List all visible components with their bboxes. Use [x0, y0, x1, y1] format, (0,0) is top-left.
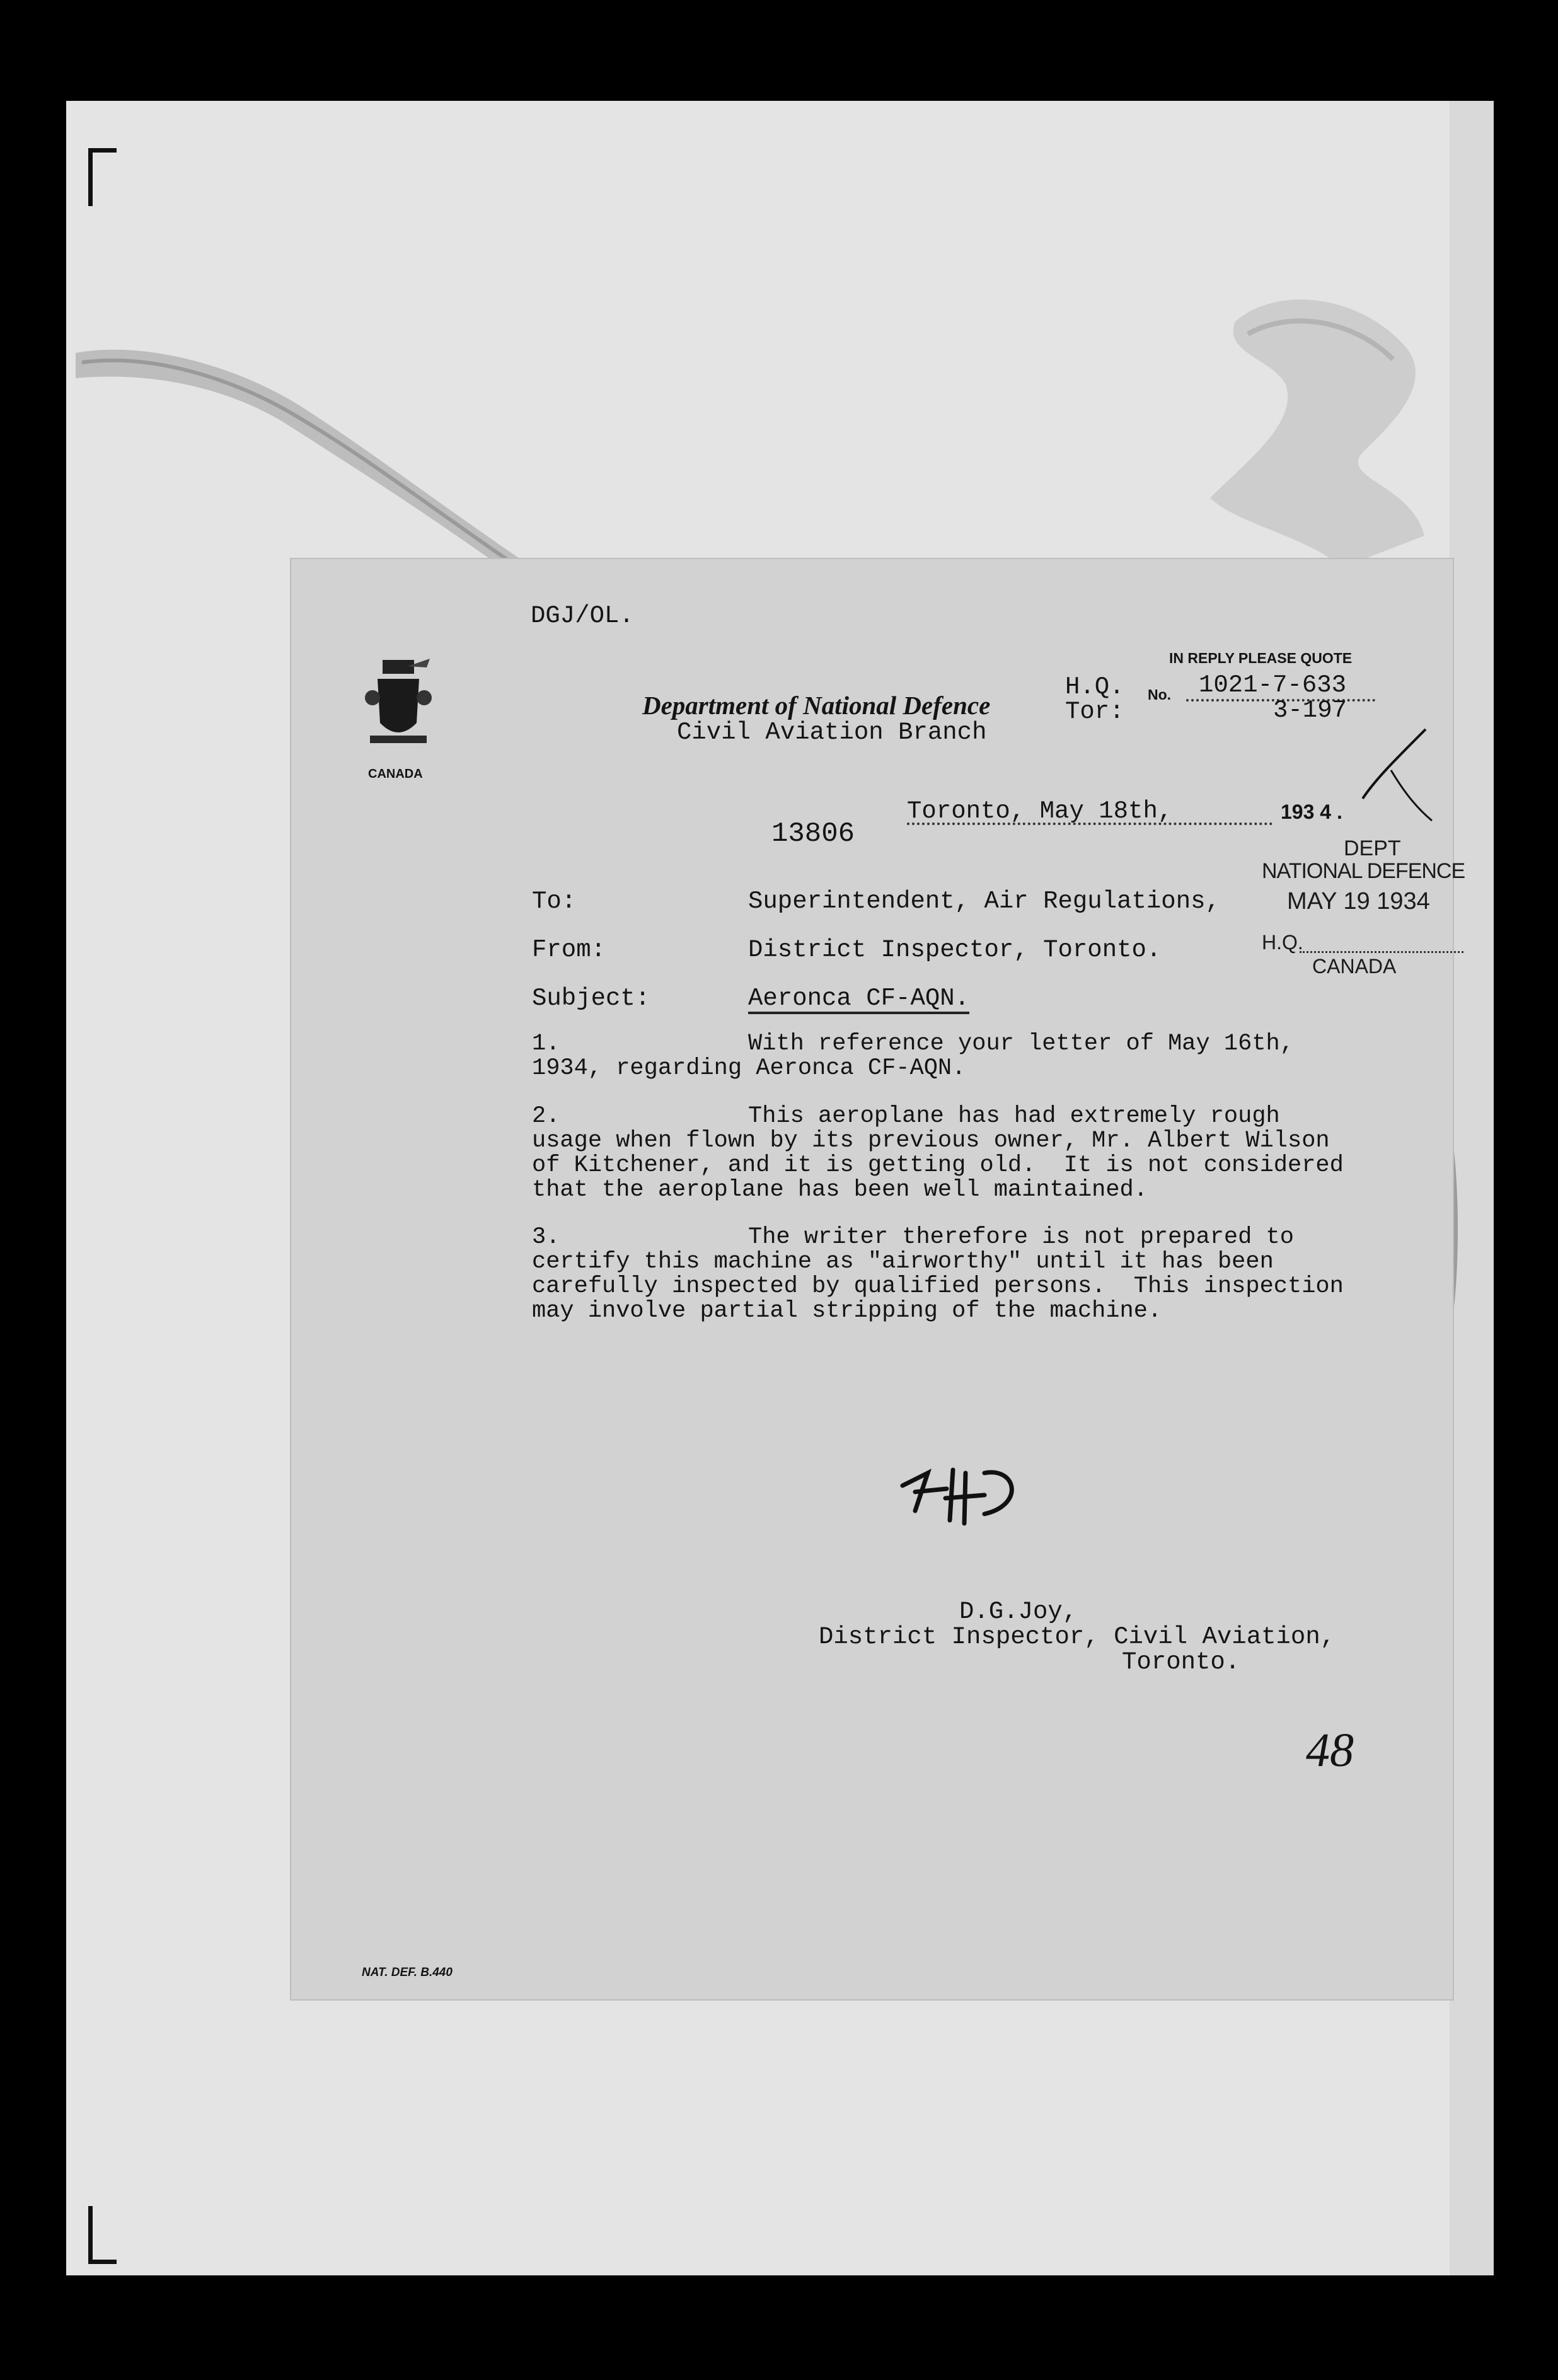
crop-mark-bottom-left	[88, 2206, 117, 2264]
paragraph-3-first-line: The writer therefore is not prepared to	[748, 1224, 1294, 1251]
stamp-date: MAY 19 1934	[1287, 888, 1430, 915]
year: 193 4 .	[1281, 800, 1342, 823]
signature-title: District Inspector, Civil Aviation,	[819, 1623, 1336, 1651]
to-value: Superintendent, Air Regulations,	[748, 887, 1220, 915]
signature-place: Toronto.	[1122, 1648, 1240, 1676]
hq-label: H.Q.	[1065, 673, 1124, 701]
paragraph-1-body: 1934, regarding Aeronca CF-AQN.	[532, 1055, 966, 1082]
number-label: No.	[1148, 686, 1172, 703]
date-line	[907, 823, 1272, 825]
pen-stroke	[1356, 723, 1445, 824]
stamp-line-4: CANADA	[1312, 955, 1397, 978]
received-stamp	[1262, 836, 1470, 988]
stamp-line-2: NATIONAL DEFENCE	[1262, 859, 1465, 883]
paragraph-3-number: 3.	[532, 1224, 560, 1251]
stamp-line-3: H.Q.	[1262, 931, 1303, 954]
page-number: 48	[1306, 1724, 1354, 1777]
signature-name: D.G.Joy,	[959, 1598, 1078, 1626]
crop-mark-top-left	[88, 148, 117, 206]
paragraph-1-number: 1.	[532, 1031, 560, 1057]
tor-number: 3-197	[1273, 696, 1347, 724]
place-date: Toronto, May 18th,	[907, 797, 1173, 825]
to-label: To:	[532, 887, 577, 915]
stamp-line	[1300, 951, 1463, 953]
subject-label: Subject:	[532, 985, 650, 1012]
paragraph-2-number: 2.	[532, 1103, 560, 1129]
paragraph-2-first-line: This aeroplane has had extremely rough	[748, 1103, 1280, 1129]
tor-label: Tor:	[1065, 698, 1124, 725]
branch-name: Civil Aviation Branch	[677, 719, 987, 746]
from-label: From:	[532, 936, 606, 964]
paragraph-2-body: usage when flown by its previous owner, Mr. Albert Wilson of Kitchener, and it is getting old. It is not considered that the aeroplane has been well maintained.	[532, 1128, 1344, 1203]
paragraph-1-first-line: With reference your letter of May 16th,	[748, 1031, 1294, 1057]
paragraph-3-body: certify this machine as "airworthy" until it has been carefully inspected by qualified persons. This inspection may involve partial stripping of the machine.	[532, 1249, 1344, 1324]
stamp-line-1: DEPT	[1344, 836, 1401, 860]
tape-stain-right	[1197, 271, 1462, 574]
reply-header: IN REPLY PLEASE QUOTE	[1169, 650, 1353, 666]
letter-page	[291, 559, 1465, 1999]
subject-value: Aeronca CF-AQN.	[748, 986, 969, 1014]
handwritten-initials	[890, 1460, 1035, 1530]
form-number: NAT. DEF. B.440	[362, 1966, 453, 1979]
department-name: Department of National Defence	[642, 691, 991, 720]
canada-coat-of-arms-icon	[364, 654, 433, 761]
file-reference: DGJ/OL.	[531, 602, 634, 630]
hq-number: 1021-7-633	[1199, 671, 1347, 699]
tape-stain-left	[69, 328, 548, 580]
from-value: District Inspector, Toronto.	[748, 936, 1162, 964]
country-label: CANADA	[368, 767, 423, 781]
registration-number: 13806	[771, 818, 855, 850]
